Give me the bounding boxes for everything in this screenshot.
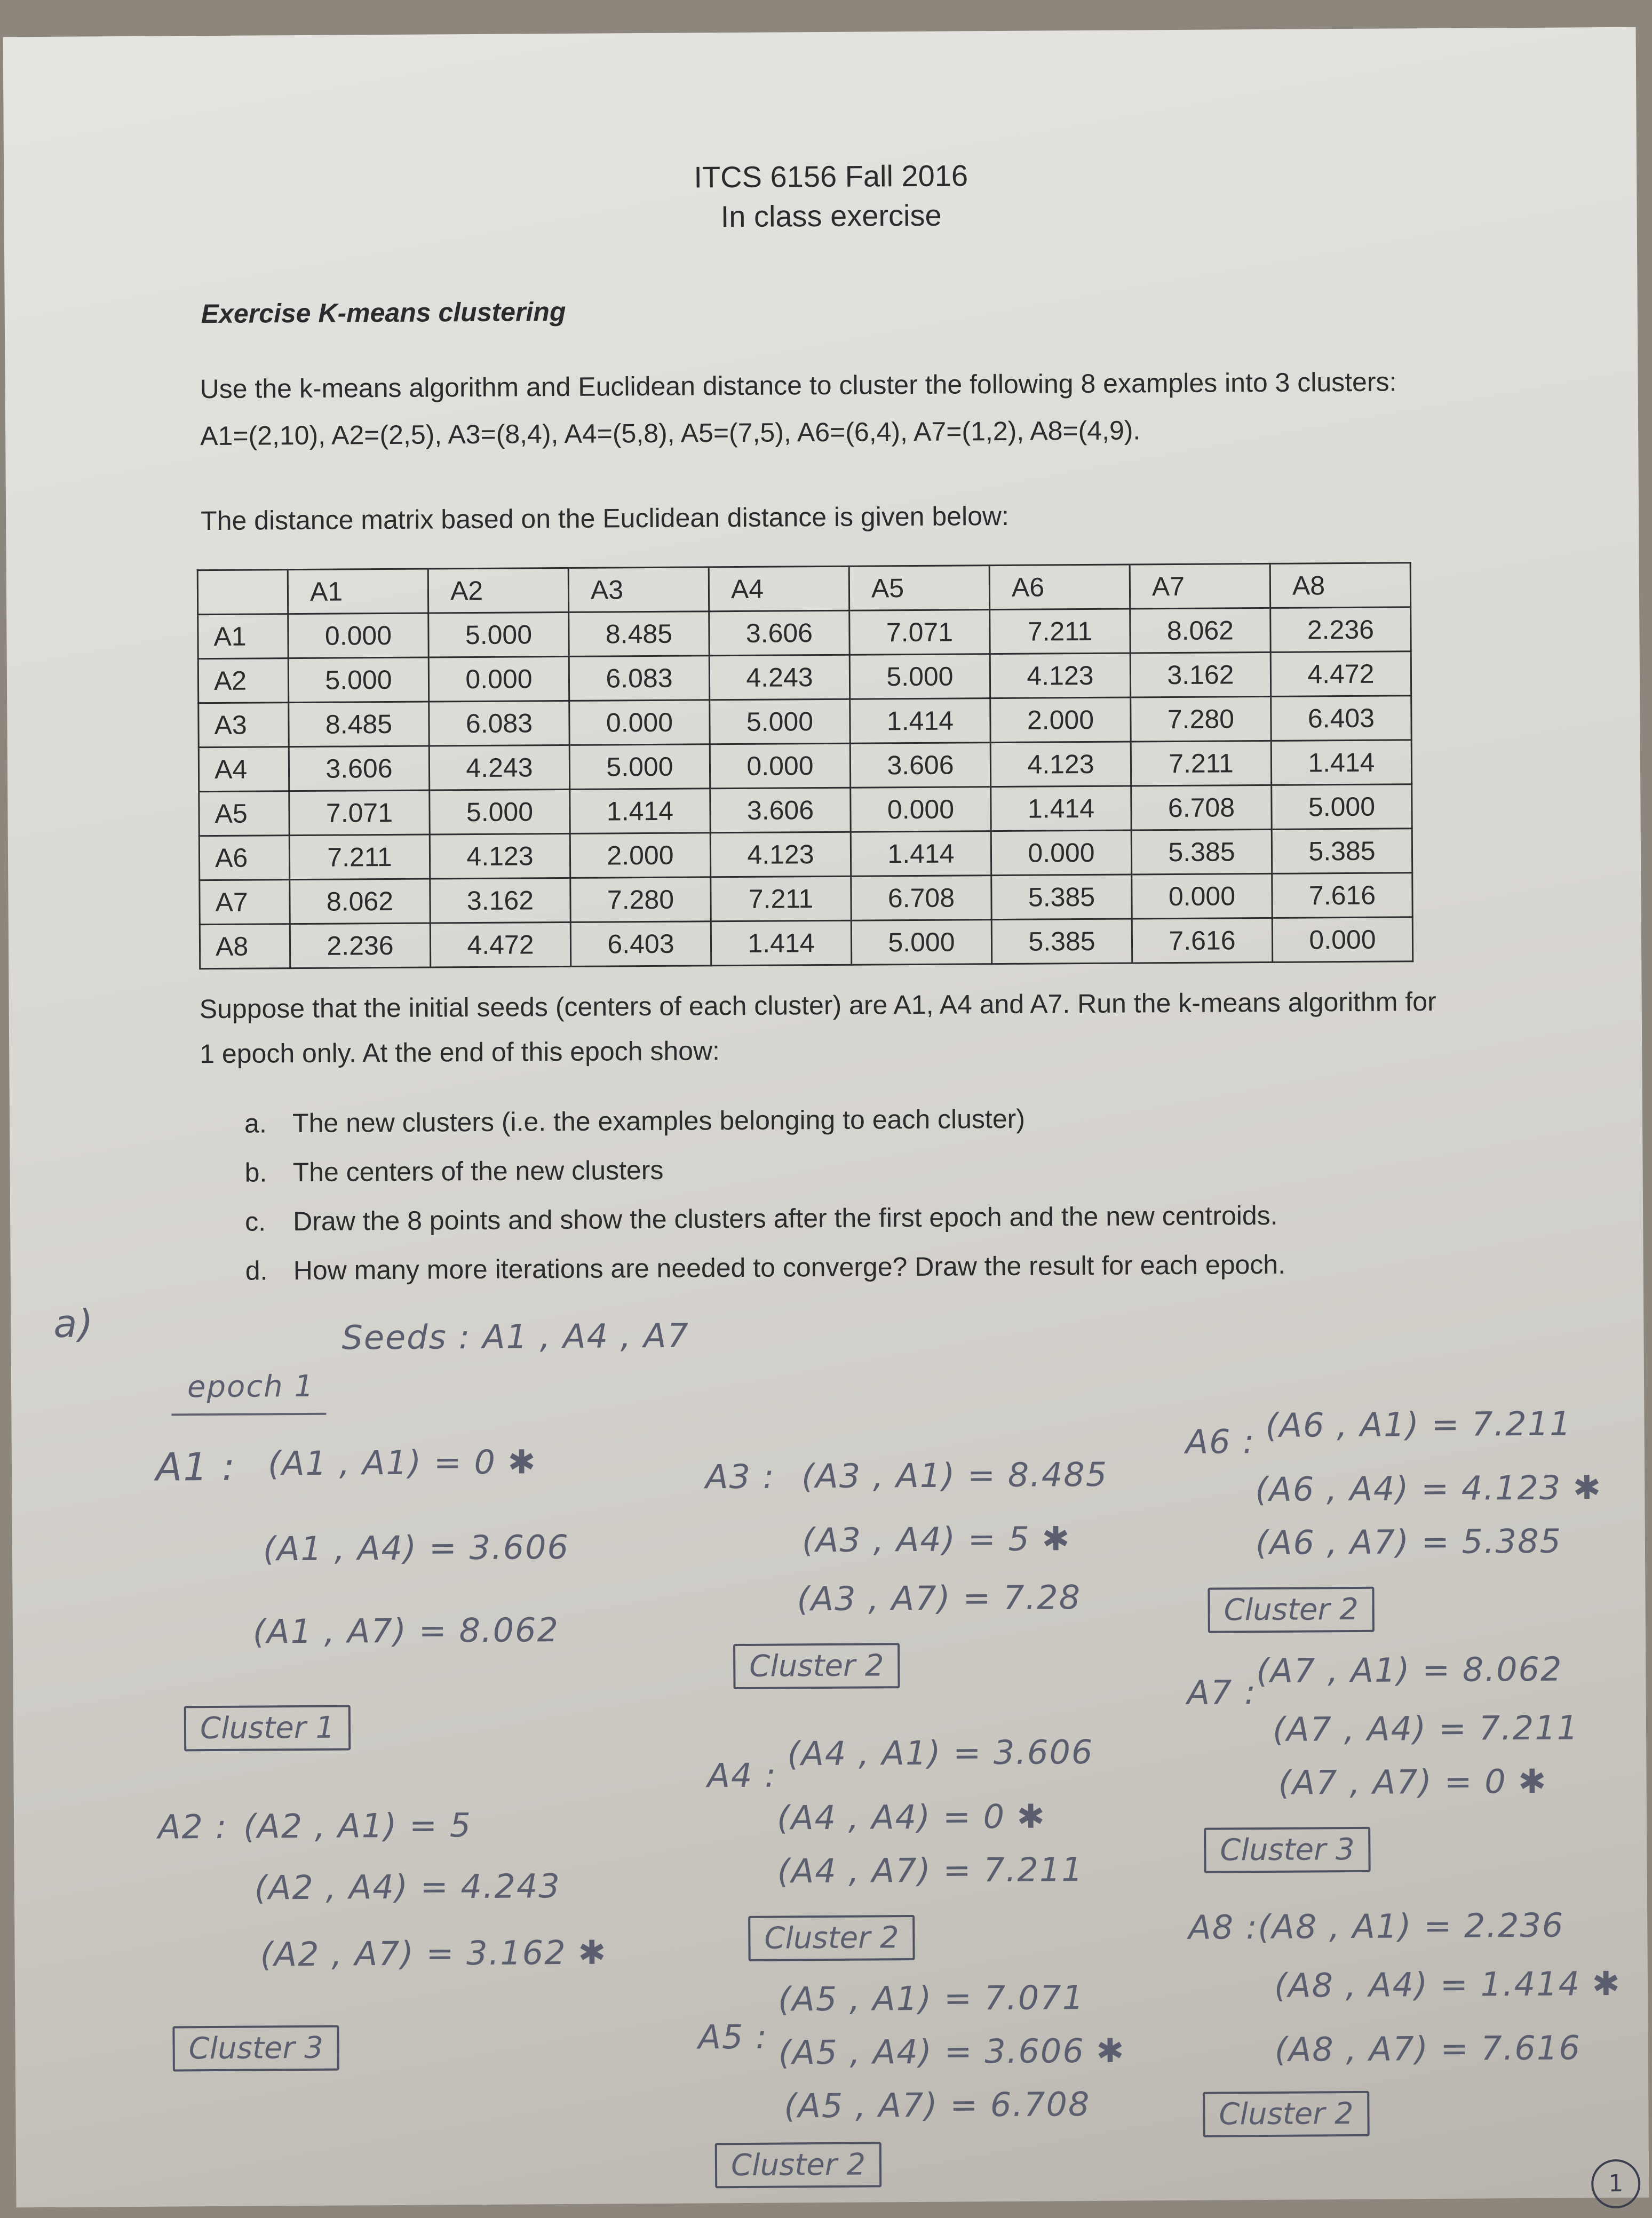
row-header: A4 (198, 747, 289, 792)
table-cell: 1.414 (1271, 740, 1412, 785)
table-cell: 1.414 (570, 789, 711, 834)
question-letter: a. (244, 1108, 267, 1139)
hw-a4-line1: (A4 , A1) = 3.606 (787, 1732, 1094, 1774)
hw-epoch-label: epoch 1 (187, 1369, 315, 1405)
question-letter: b. (244, 1157, 267, 1188)
table-cell: 5.385 (1272, 829, 1412, 874)
table-cell: 0.000 (1132, 873, 1273, 919)
table-cell: 5.000 (710, 699, 851, 744)
exercise-heading: Exercise K-means clustering (201, 296, 566, 329)
table-cell: 3.162 (430, 878, 571, 923)
table-cell: 7.211 (711, 876, 852, 921)
hw-a3-line2: (A3 , A4) = 5 ✱ (801, 1519, 1071, 1560)
question-text: The new clusters (i.e. the examples belonging to each cluster) (292, 1103, 1026, 1139)
hw-a6-line2: (A6 , A4) = 4.123 ✱ (1255, 1468, 1602, 1509)
table-row (198, 651, 1411, 703)
hw-a2-line1: (A2 , A1) = 5 (243, 1806, 472, 1846)
table-cell: 8.062 (1130, 608, 1271, 653)
table-cell: 7.616 (1132, 918, 1273, 963)
question-letter: c. (245, 1206, 266, 1237)
row-header: A5 (199, 791, 290, 836)
list-item (244, 1151, 1285, 1206)
hw-a6-line1: (A6 , A1) = 7.211 (1265, 1404, 1572, 1445)
list-item (244, 1102, 1285, 1157)
table-cell: 6.083 (429, 701, 570, 746)
hw-a2-line3: (A2 , A7) = 3.162 ✱ (260, 1933, 607, 1974)
paper-page (3, 27, 1649, 2208)
table-cell: 4.123 (990, 742, 1131, 787)
table-cell: 6.083 (569, 656, 710, 701)
table-cell: 5.000 (428, 612, 569, 657)
table-cell: 0.000 (288, 613, 429, 658)
table-cell: 4.243 (429, 745, 570, 790)
question-text: How many more iterations are needed to converge? Draw the result for each epoch. (293, 1249, 1286, 1286)
table-row (199, 829, 1412, 880)
table-cell: 3.606 (709, 610, 850, 656)
question-list (244, 1102, 1286, 1305)
table-cell: 1.414 (850, 698, 991, 744)
table-cell: 7.211 (289, 834, 430, 880)
table-cell: 4.123 (430, 833, 570, 879)
table-cell: 7.616 (1272, 873, 1413, 918)
hw-a7-line1: (A7 , A1) = 8.062 (1256, 1649, 1563, 1691)
distance-matrix-table (197, 562, 1414, 969)
col-header: A4 (709, 566, 849, 611)
table-row (198, 740, 1411, 792)
table-cell: 1.414 (711, 920, 852, 966)
table-cell: 7.071 (849, 610, 990, 655)
table-cell: 7.071 (289, 790, 430, 836)
hw-a5-line2: (A5 , A4) = 3.606 ✱ (778, 2031, 1125, 2072)
table-cell: 0.000 (1272, 917, 1413, 963)
table-cell: 0.000 (710, 743, 851, 789)
col-header: A5 (849, 566, 990, 611)
hw-a1-line3: (A1 , A7) = 8.062 (252, 1610, 560, 1651)
hw-a3-line3: (A3 , A7) = 7.28 (797, 1578, 1082, 1619)
table-cell: 5.000 (430, 789, 570, 834)
row-header: A7 (200, 880, 290, 925)
hw-a2-line2: (A2 , A4) = 4.243 (254, 1866, 561, 1907)
hw-a4-cluster: Cluster 2 (748, 1915, 915, 1961)
table-header-row (197, 563, 1410, 615)
hw-a1-line2: (A1 , A4) = 3.606 (263, 1527, 570, 1569)
table-cell: 0.000 (991, 830, 1132, 876)
table-cell: 5.000 (569, 744, 710, 790)
row-header: A3 (198, 703, 289, 748)
hw-a5-head: A5 : (698, 2017, 768, 2057)
matrix-intro: The distance matrix based on the Euclidean distance is given below: (200, 500, 1010, 536)
table-cell: 5.000 (851, 920, 992, 965)
hw-a5-line1: (A5 , A1) = 7.071 (777, 1978, 1085, 2019)
table-cell: 7.280 (1131, 696, 1272, 742)
table-row (200, 873, 1412, 925)
hw-part-label: a) (53, 1301, 94, 1346)
table-cell: 8.485 (569, 611, 710, 657)
table-cell: 5.000 (849, 654, 990, 699)
col-header: A1 (288, 569, 428, 614)
hw-a7-cluster: Cluster 3 (1204, 1827, 1371, 1873)
table-cell: 5.385 (1131, 829, 1272, 875)
hw-a4-head: A4 : (707, 1755, 777, 1795)
table-cell: 4.472 (430, 922, 571, 967)
table-cell: 6.403 (1271, 696, 1412, 741)
table-row (199, 784, 1412, 836)
hw-a8-head: A8 : (1188, 1907, 1258, 1947)
seeds-instructions: Suppose that the initial seeds (centers of each cluster) are A1, A4 and A7. Run the k-means algorithm for 1 epoch only. At the end of this epoch show: (199, 987, 1436, 1069)
table-cell: 7.211 (1131, 741, 1272, 786)
col-header: A6 (989, 565, 1130, 610)
table-cell: 5.000 (288, 657, 429, 703)
col-header: A2 (428, 568, 569, 613)
hw-a4-line3: (A4 , A7) = 7.211 (777, 1850, 1084, 1891)
table-cell: 7.280 (570, 877, 711, 923)
hw-a6-head: A6 : (1185, 1422, 1256, 1461)
table-cell: 2.000 (990, 697, 1131, 743)
col-header: A7 (1130, 563, 1270, 609)
hw-a8-cluster: Cluster 2 (1203, 2091, 1370, 2137)
table-cell: 0.000 (428, 656, 569, 702)
table-cell: 3.606 (289, 746, 430, 791)
hw-a4-line2: (A4 , A4) = 0 ✱ (776, 1796, 1046, 1838)
row-header: A6 (199, 836, 290, 880)
table-cell: 0.000 (851, 787, 991, 832)
table-cell: 5.385 (991, 875, 1132, 920)
hw-a6-line3: (A6 , A7) = 5.385 (1255, 1521, 1562, 1563)
question-text: Draw the 8 points and show the clusters after the first epoch and the new centroids. (293, 1200, 1278, 1237)
hw-a1-line1: (A1 , A1) = 0 ✱ (267, 1442, 537, 1483)
col-header: A8 (1270, 563, 1411, 608)
hw-a1-head: A1 : (155, 1444, 236, 1490)
table-cell: 2.000 (570, 833, 711, 878)
table-row (198, 607, 1411, 659)
hw-a3-line1: (A3 , A1) = 8.485 (801, 1454, 1108, 1496)
table-cell: 1.414 (991, 786, 1132, 831)
table-cell: 0.000 (569, 700, 710, 745)
table-cell: 3.606 (850, 743, 991, 788)
table-cell: 6.708 (1131, 785, 1272, 830)
hw-a5-line3: (A5 , A7) = 6.708 (784, 2085, 1091, 2126)
hw-a2-head: A2 : (157, 1807, 228, 1847)
hw-a3-head: A3 : (705, 1457, 775, 1497)
row-header: A2 (198, 658, 289, 703)
table-cell: 1.414 (851, 831, 991, 877)
table-row (198, 696, 1411, 748)
row-header: A8 (200, 924, 290, 969)
hw-a2-cluster: Cluster 3 (172, 2025, 339, 2072)
table-cell: 8.062 (290, 879, 431, 924)
exercise-intro: Use the k-means algorithm and Euclidean distance to cluster the following 8 examples into 3 clusters: A1=(2,10), A2=(2,5), A3=(8,4), A4=(5,8), A5=(7,5), A6=(6,4), A7=(1,2), A8=(4,9). (200, 367, 1397, 451)
course-title: ITCS 6156 Fall 2016 (694, 158, 968, 194)
hw-a7-line2: (A7 , A4) = 7.211 (1272, 1708, 1579, 1749)
table-cell: 5.385 (991, 919, 1132, 964)
hw-a8-line1: (A8 , A1) = 2.236 (1258, 1905, 1564, 1947)
page-number: 1 (1591, 2159, 1641, 2209)
table-cell: 4.243 (709, 655, 850, 700)
hw-a5-cluster: Cluster 2 (715, 2142, 882, 2188)
hw-a7-line3: (A7 , A7) = 0 ✱ (1278, 1761, 1547, 1802)
hw-epoch-underline (171, 1413, 326, 1416)
table-cell: 3.162 (1130, 652, 1271, 697)
table-cell: 4.472 (1270, 651, 1411, 697)
table-row (200, 917, 1412, 969)
table-cell: 5.000 (1272, 784, 1412, 830)
hw-a1-cluster: Cluster 1 (184, 1705, 351, 1751)
table-cell: 6.708 (851, 876, 992, 921)
hw-a3-cluster: Cluster 2 (733, 1643, 900, 1689)
list-item (245, 1249, 1286, 1305)
table-cell: 4.123 (990, 653, 1131, 698)
table-cell: 2.236 (290, 923, 431, 968)
question-letter: d. (245, 1255, 268, 1286)
hw-a8-line3: (A8 , A7) = 7.616 (1274, 2028, 1581, 2069)
table-cell: 8.485 (289, 702, 430, 747)
table-cell: 7.211 (990, 609, 1131, 654)
hw-seeds: Seeds : A1 , A4 , A7 (341, 1316, 690, 1357)
table-cell: 3.606 (710, 788, 851, 833)
table-cell: 6.403 (570, 921, 711, 967)
corner-cell (197, 570, 288, 615)
col-header: A3 (568, 567, 709, 613)
hw-a6-cluster: Cluster 2 (1208, 1587, 1375, 1633)
page-subtitle: In class exercise (720, 198, 942, 234)
question-text: The centers of the new clusters (292, 1155, 664, 1188)
table-cell: 2.236 (1270, 607, 1411, 653)
hw-a7-head: A7 : (1187, 1673, 1257, 1712)
hw-a8-line2: (A8 , A4) = 1.414 ✱ (1274, 1963, 1621, 2005)
table-cell: 4.123 (710, 832, 851, 877)
list-item (245, 1200, 1285, 1255)
row-header: A1 (198, 614, 289, 659)
